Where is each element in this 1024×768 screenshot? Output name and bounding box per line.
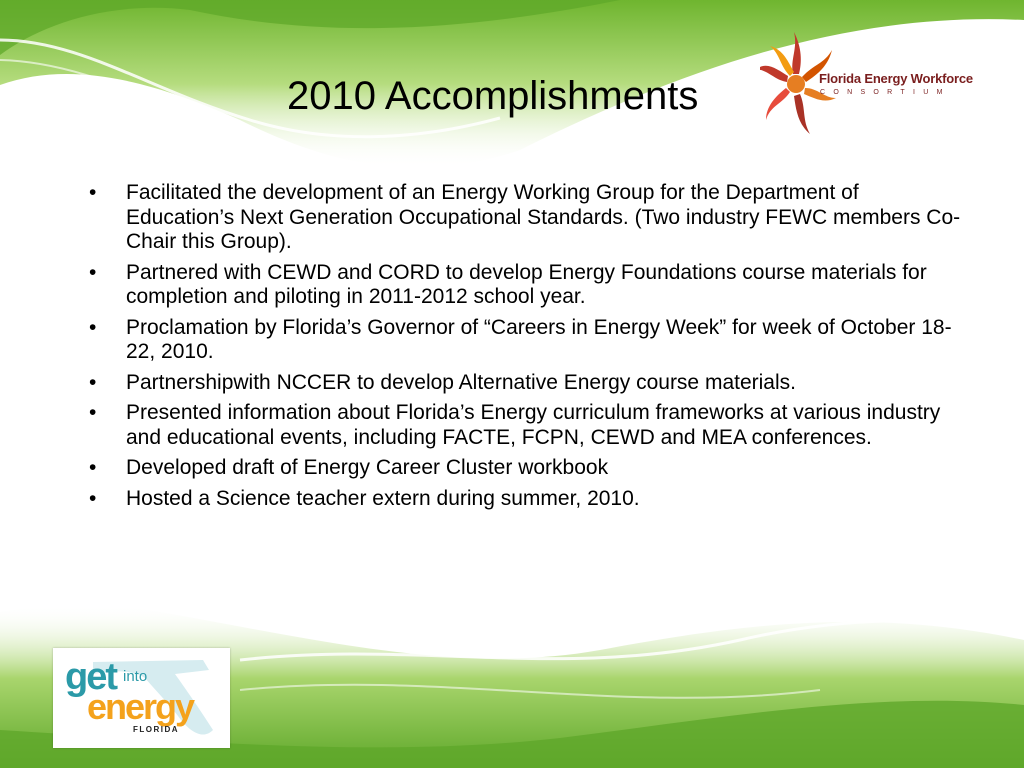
fewc-logo-subtitle: CONSORTIUM bbox=[820, 89, 951, 96]
bullet-text: Hosted a Science teacher extern during summer, 2010. bbox=[126, 486, 640, 510]
bullet-text: Presented information about Florida’s Energy curriculum frameworks at various industry and educational events, including FACTE, FCPN, CEWD and MEA conferences. bbox=[126, 401, 941, 449]
bullet-icon: • bbox=[89, 456, 97, 479]
get-into-energy-logo bbox=[53, 648, 230, 748]
fewc-logo-name: Florida Energy Workforce bbox=[819, 71, 973, 86]
gie-florida-text: FLORIDA bbox=[133, 725, 180, 734]
gie-into-text: into bbox=[123, 668, 148, 685]
bullet-item bbox=[89, 371, 969, 396]
bullet-text: Partnershipwith NCCER to develop Alternative Energy course materials. bbox=[126, 370, 796, 394]
bullet-text: Facilitated the development of an Energy Working Group for the Department of Education’s Next Generation Occupational Standards. (Two industry FEWC members Co-Chair this Group). bbox=[126, 181, 961, 253]
bullet-item bbox=[89, 181, 969, 255]
bullet-icon: • bbox=[89, 181, 97, 204]
bullet-icon: • bbox=[89, 486, 97, 510]
bullet-item bbox=[89, 456, 969, 481]
bullet-item bbox=[89, 487, 969, 512]
bullet-text: Partnered with CEWD and CORD to develop Energy Foundations course materials for completion and piloting in 2011-2012 school year. bbox=[126, 260, 927, 308]
gie-get-text: get bbox=[65, 656, 116, 698]
fewc-logo bbox=[760, 22, 980, 144]
bullet-text: Developed draft of Energy Career Cluster workbook bbox=[126, 456, 609, 479]
bullet-icon: • bbox=[89, 315, 97, 339]
bullet-item bbox=[89, 316, 969, 365]
bullet-icon: • bbox=[89, 260, 97, 284]
bullet-item bbox=[89, 401, 969, 450]
bullet-icon: • bbox=[89, 370, 97, 394]
gie-energy-text: energy bbox=[87, 686, 194, 727]
slide-title: 2010 Accomplishments bbox=[287, 74, 699, 118]
bullet-list bbox=[89, 181, 969, 517]
bullet-text: Proclamation by Florida’s Governor of “Careers in Energy Week” for week of October 18-22, 2010. bbox=[126, 315, 952, 363]
bullet-item bbox=[89, 261, 969, 310]
bullet-icon: • bbox=[89, 401, 97, 424]
